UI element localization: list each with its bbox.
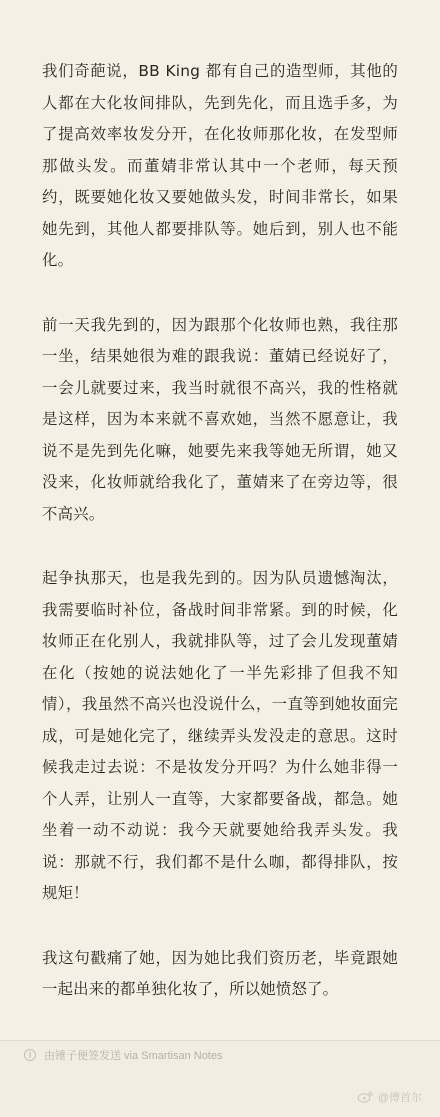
paragraph-3: 起争执那天，也是我先到的。因为队员遗憾淘汰，我需要临时补位，备战时间非常紧。到的时候，化妆师正在化别人，我就排队等，过了会儿发现董婧在化（按她的说法她化了一半先彩排了但我不知情），我虽然不高兴也没说什么，一直等到她妆面完成，可是她化完了，继续弄头发没走的意思。这时候我走过去说：不是妆发分开吗？为什么她非得一个人弄，让别人一直等，大家都要备战，都急。她坐着一动不动说：我今天就要她给我弄头发。我说：那就不行，我们都不是什么咖，都得排队，按规矩！ [42,569,398,902]
watermark-text: @傅首尔 [377,1092,422,1104]
watermark [357,1089,422,1105]
weibo-icon [357,1091,373,1103]
info-icon: i [24,1049,36,1061]
footer-note-text: 由锤子便签发送 via Smartisan Notes [44,1050,223,1062]
footer-sent-via [24,1047,222,1063]
note-footer [0,1040,440,1117]
paragraph-1: 我们奇葩说，BB King 都有自己的造型师，其他的人都在大化妆间排队，先到先化，而且选手多，为了提高效率妆发分开，在化妆师那化妆，在发型师那做头发。而董婧非常认其中一个老师，每天预约，既要她化妆又要她做头发，时间非常长，如果她先到，其他人都要排队等。她后到，别人也不能化。 [42,62,398,269]
paragraph-2: 前一天我先到的，因为跟那个化妆师也熟，我往那一坐，结果她很为难的跟我说：董婧已经说好了，一会儿就要过来，我当时就很不高兴，我的性格就是这样，因为本来就不喜欢她，当然不愿意让，我说不是先到先化嘛，她要先来我等她无所谓，她又没来，化妆师就给我化了，董婧来了在旁边等，很不高兴。 [42,315,398,523]
paragraph-4: 我这句戳痛了她，因为她比我们资历老，毕竟跟她一起出来的都单独化妆了，所以她愤怒了。 [42,948,398,998]
note-content [42,56,398,1039]
